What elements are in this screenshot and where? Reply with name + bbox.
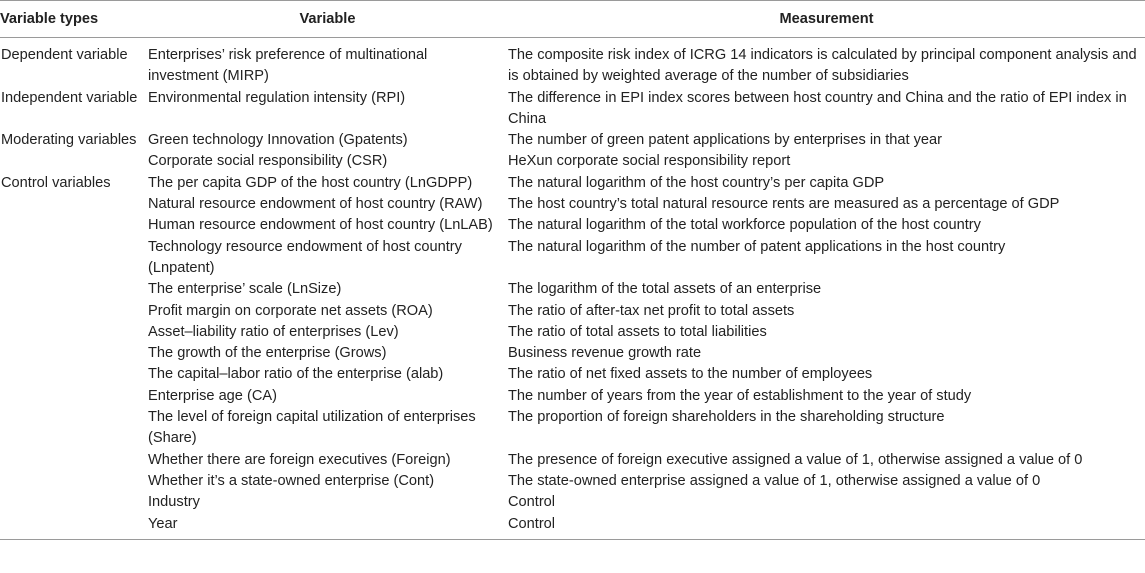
table-row [0, 471, 1145, 492]
cell-measurement: The number of years from the year of establishment to the year of study [508, 387, 972, 404]
cell-measurement: The natural logarithm of the number of patent applications in the host country [508, 238, 1006, 255]
table-header [0, 1, 1145, 38]
table-row [0, 343, 1145, 364]
cell-measurement: The composite risk index of ICRG 14 indicators is calculated by principal component analysis and is obtained by weighted average of the number of subsidiaries [508, 47, 1137, 85]
cell-variable-type: Moderating variables [1, 132, 137, 149]
header-variable: Variable [147, 1, 508, 38]
cell-variable: The level of foreign capital utilization of enterprises (Share) [148, 409, 476, 447]
cell-variable: Industry [148, 494, 200, 511]
cell-variable: The per capita GDP of the host country (LnGDPP) [148, 174, 473, 191]
header-variable-types: Variable types [0, 1, 147, 38]
cell-variable-type [0, 322, 147, 343]
table-body [0, 38, 1145, 540]
cell-variable: The capital–labor ratio of the enterprise (alab) [148, 366, 444, 383]
table-row [0, 364, 1145, 385]
cell-variable: Natural resource endowment of host country (RAW) [148, 196, 483, 213]
table-row [0, 38, 1145, 88]
cell-measurement: The logarithm of the total assets of an enterprise [508, 281, 822, 298]
cell-measurement: Control [508, 494, 556, 511]
cell-variable: Corporate social responsibility (CSR) [148, 153, 388, 170]
cell-variable: Human resource endowment of host country (LnLAB) [148, 217, 493, 234]
cell-variable-type: Dependent variable [1, 47, 128, 63]
table-row [0, 492, 1145, 513]
table-row [0, 88, 1145, 131]
cell-measurement: HeXun corporate social responsibility report [508, 153, 791, 170]
cell-variable-type: Control variables [1, 174, 111, 191]
table-row [0, 514, 1145, 540]
cell-variable-type [0, 492, 147, 513]
cell-variable: Environmental regulation intensity (RPI) [148, 89, 406, 106]
cell-variable-type [0, 237, 147, 280]
cell-variable-type [0, 279, 147, 300]
cell-variable-type [0, 364, 147, 385]
cell-measurement: Business revenue growth rate [508, 345, 702, 362]
table-row [0, 301, 1145, 322]
cell-variable: Green technology Innovation (Gpatents) [148, 132, 408, 149]
cell-measurement: Control [508, 514, 1145, 540]
table-row [0, 151, 1145, 172]
cell-variable: Enterprise age (CA) [148, 387, 277, 404]
cell-variable-type [0, 514, 147, 540]
cell-variable: Year [147, 514, 508, 540]
table-row [0, 173, 1145, 194]
cell-measurement: The host country’s total natural resource rents are measured as a percentage of GDP [508, 196, 1060, 213]
cell-variable: The enterprise’ scale (LnSize) [148, 281, 342, 298]
cell-variable-type [0, 386, 147, 407]
table-row [0, 194, 1145, 215]
cell-measurement: The natural logarithm of the host country’s per capita GDP [508, 174, 885, 191]
table-row [0, 215, 1145, 236]
cell-variable-type: Independent variable [1, 89, 138, 106]
cell-variable: The growth of the enterprise (Grows) [148, 345, 387, 362]
cell-variable-type [0, 194, 147, 215]
table-row [0, 322, 1145, 343]
cell-variable: Asset–liability ratio of enterprises (Lev) [148, 323, 399, 340]
table-row [0, 407, 1145, 450]
cell-measurement: The ratio of after-tax net profit to total assets [508, 302, 795, 319]
cell-variable-type [0, 215, 147, 236]
cell-variable-type [0, 301, 147, 322]
cell-variable: Whether it’s a state-owned enterprise (Cont) [148, 472, 435, 489]
table-row [0, 386, 1145, 407]
table-row [0, 130, 1145, 151]
cell-variable-type [0, 407, 147, 450]
header-row [0, 1, 1145, 38]
cell-measurement: The ratio of net fixed assets to the number of employees [508, 366, 873, 383]
table-row [0, 237, 1145, 280]
cell-variable: Profit margin on corporate net assets (ROA) [148, 302, 433, 319]
cell-variable: Technology resource endowment of host country (Lnpatent) [148, 238, 462, 276]
cell-variable-type [0, 450, 147, 471]
cell-measurement: The presence of foreign executive assigned a value of 1, otherwise assigned a value of 0 [508, 451, 1083, 468]
cell-variable: Enterprises’ risk preference of multinational investment (MIRP) [148, 47, 428, 85]
cell-measurement: The number of green patent applications by enterprises in that year [508, 132, 943, 149]
cell-measurement: The natural logarithm of the total workforce population of the host country [508, 217, 981, 234]
cell-measurement: The state-owned enterprise assigned a value of 1, otherwise assigned a value of 0 [508, 472, 1041, 489]
cell-variable-type [0, 343, 147, 364]
table-row [0, 450, 1145, 471]
cell-variable-type [0, 151, 147, 172]
cell-variable: Whether there are foreign executives (Foreign) [148, 451, 451, 468]
cell-measurement: The proportion of foreign shareholders in the shareholding structure [508, 409, 945, 426]
cell-measurement: The ratio of total assets to total liabilities [508, 323, 767, 340]
cell-measurement: The difference in EPI index scores between host country and China and the ratio of EPI index in China [508, 89, 1127, 127]
header-measurement: Measurement [508, 1, 1145, 38]
cell-variable-type [0, 471, 147, 492]
table-row [0, 279, 1145, 300]
